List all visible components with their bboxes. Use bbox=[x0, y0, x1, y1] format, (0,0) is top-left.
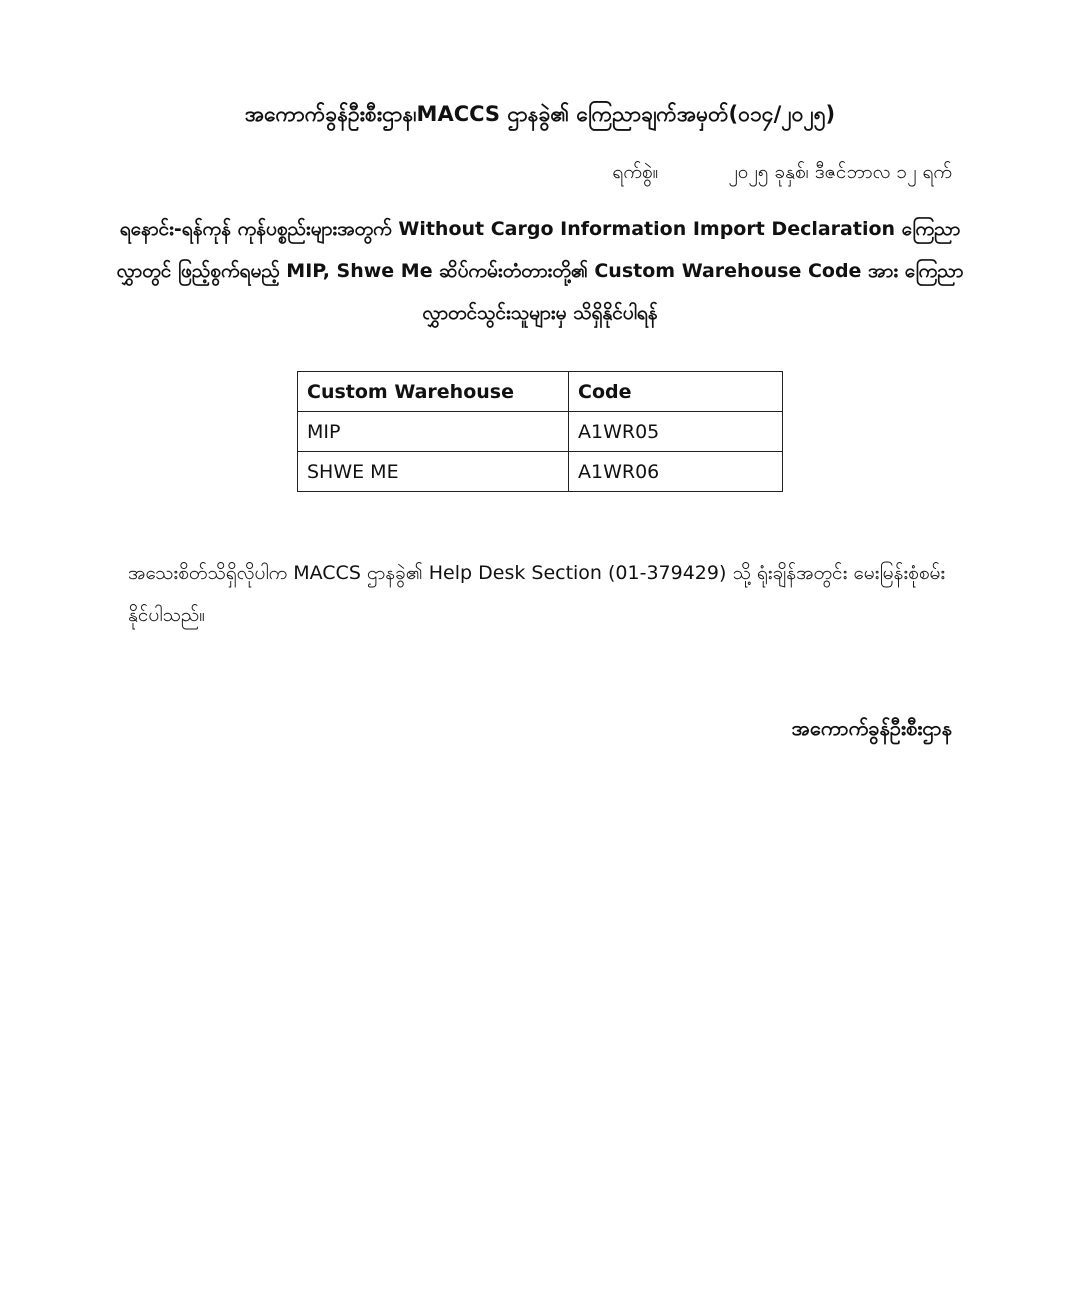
contact-paragraph: အသေးစိတ်သိရှိလိုပါက MACCS ဌာနခွဲ၏ Help Desk Section (01-379429) သို့ ရုံးချိန်အတွင်း မေးမြန်းစုံစမ်းနိုင်ပါသည်။ bbox=[128, 562, 946, 626]
table-header-row bbox=[298, 372, 783, 412]
table-row bbox=[298, 412, 783, 452]
header-custom-warehouse: Custom Warehouse bbox=[298, 372, 569, 412]
warehouse-code-cell: A1WR05 bbox=[569, 412, 783, 452]
notice-subject: ရနောင်း-ရန်ကုန် ကုန်ပစ္စည်းများအတွက် Without Cargo Information Import Declaration ကြေညာလွှာတွင် ဖြည့်စွက်ရမည့် MIP, Shwe Me ဆိပ်ကမ်းတံတားတို့၏ Custom Warehouse Code အား ကြေညာလွှာတင်သွင်းသူများမှ သိရှိနိုင်ပါရန် bbox=[116, 218, 964, 324]
table-row bbox=[298, 452, 783, 492]
warehouse-code-cell: A1WR06 bbox=[569, 452, 783, 492]
notice-date bbox=[612, 154, 952, 190]
warehouse-name-cell: SHWE ME bbox=[298, 452, 569, 492]
date-label: ရက်စွဲ။ bbox=[612, 161, 659, 183]
notice-title: အကောက်ခွန်ဦးစီးဌာန၊MACCS ဌာနခွဲ၏ ကြေညာချက်အမှတ်(၀၁၄/၂၀၂၅) bbox=[244, 102, 836, 126]
header-code: Code bbox=[569, 372, 783, 412]
signature: အကောက်ခွန်ဦးစီးဌာန bbox=[791, 716, 952, 740]
warehouse-name-cell: MIP bbox=[298, 412, 569, 452]
date-value: ၂၀၂၅ ခုနှစ်၊ ဒီဇင်ဘာလ ၁၂ ရက် bbox=[728, 161, 952, 183]
warehouse-code-table bbox=[297, 371, 783, 492]
